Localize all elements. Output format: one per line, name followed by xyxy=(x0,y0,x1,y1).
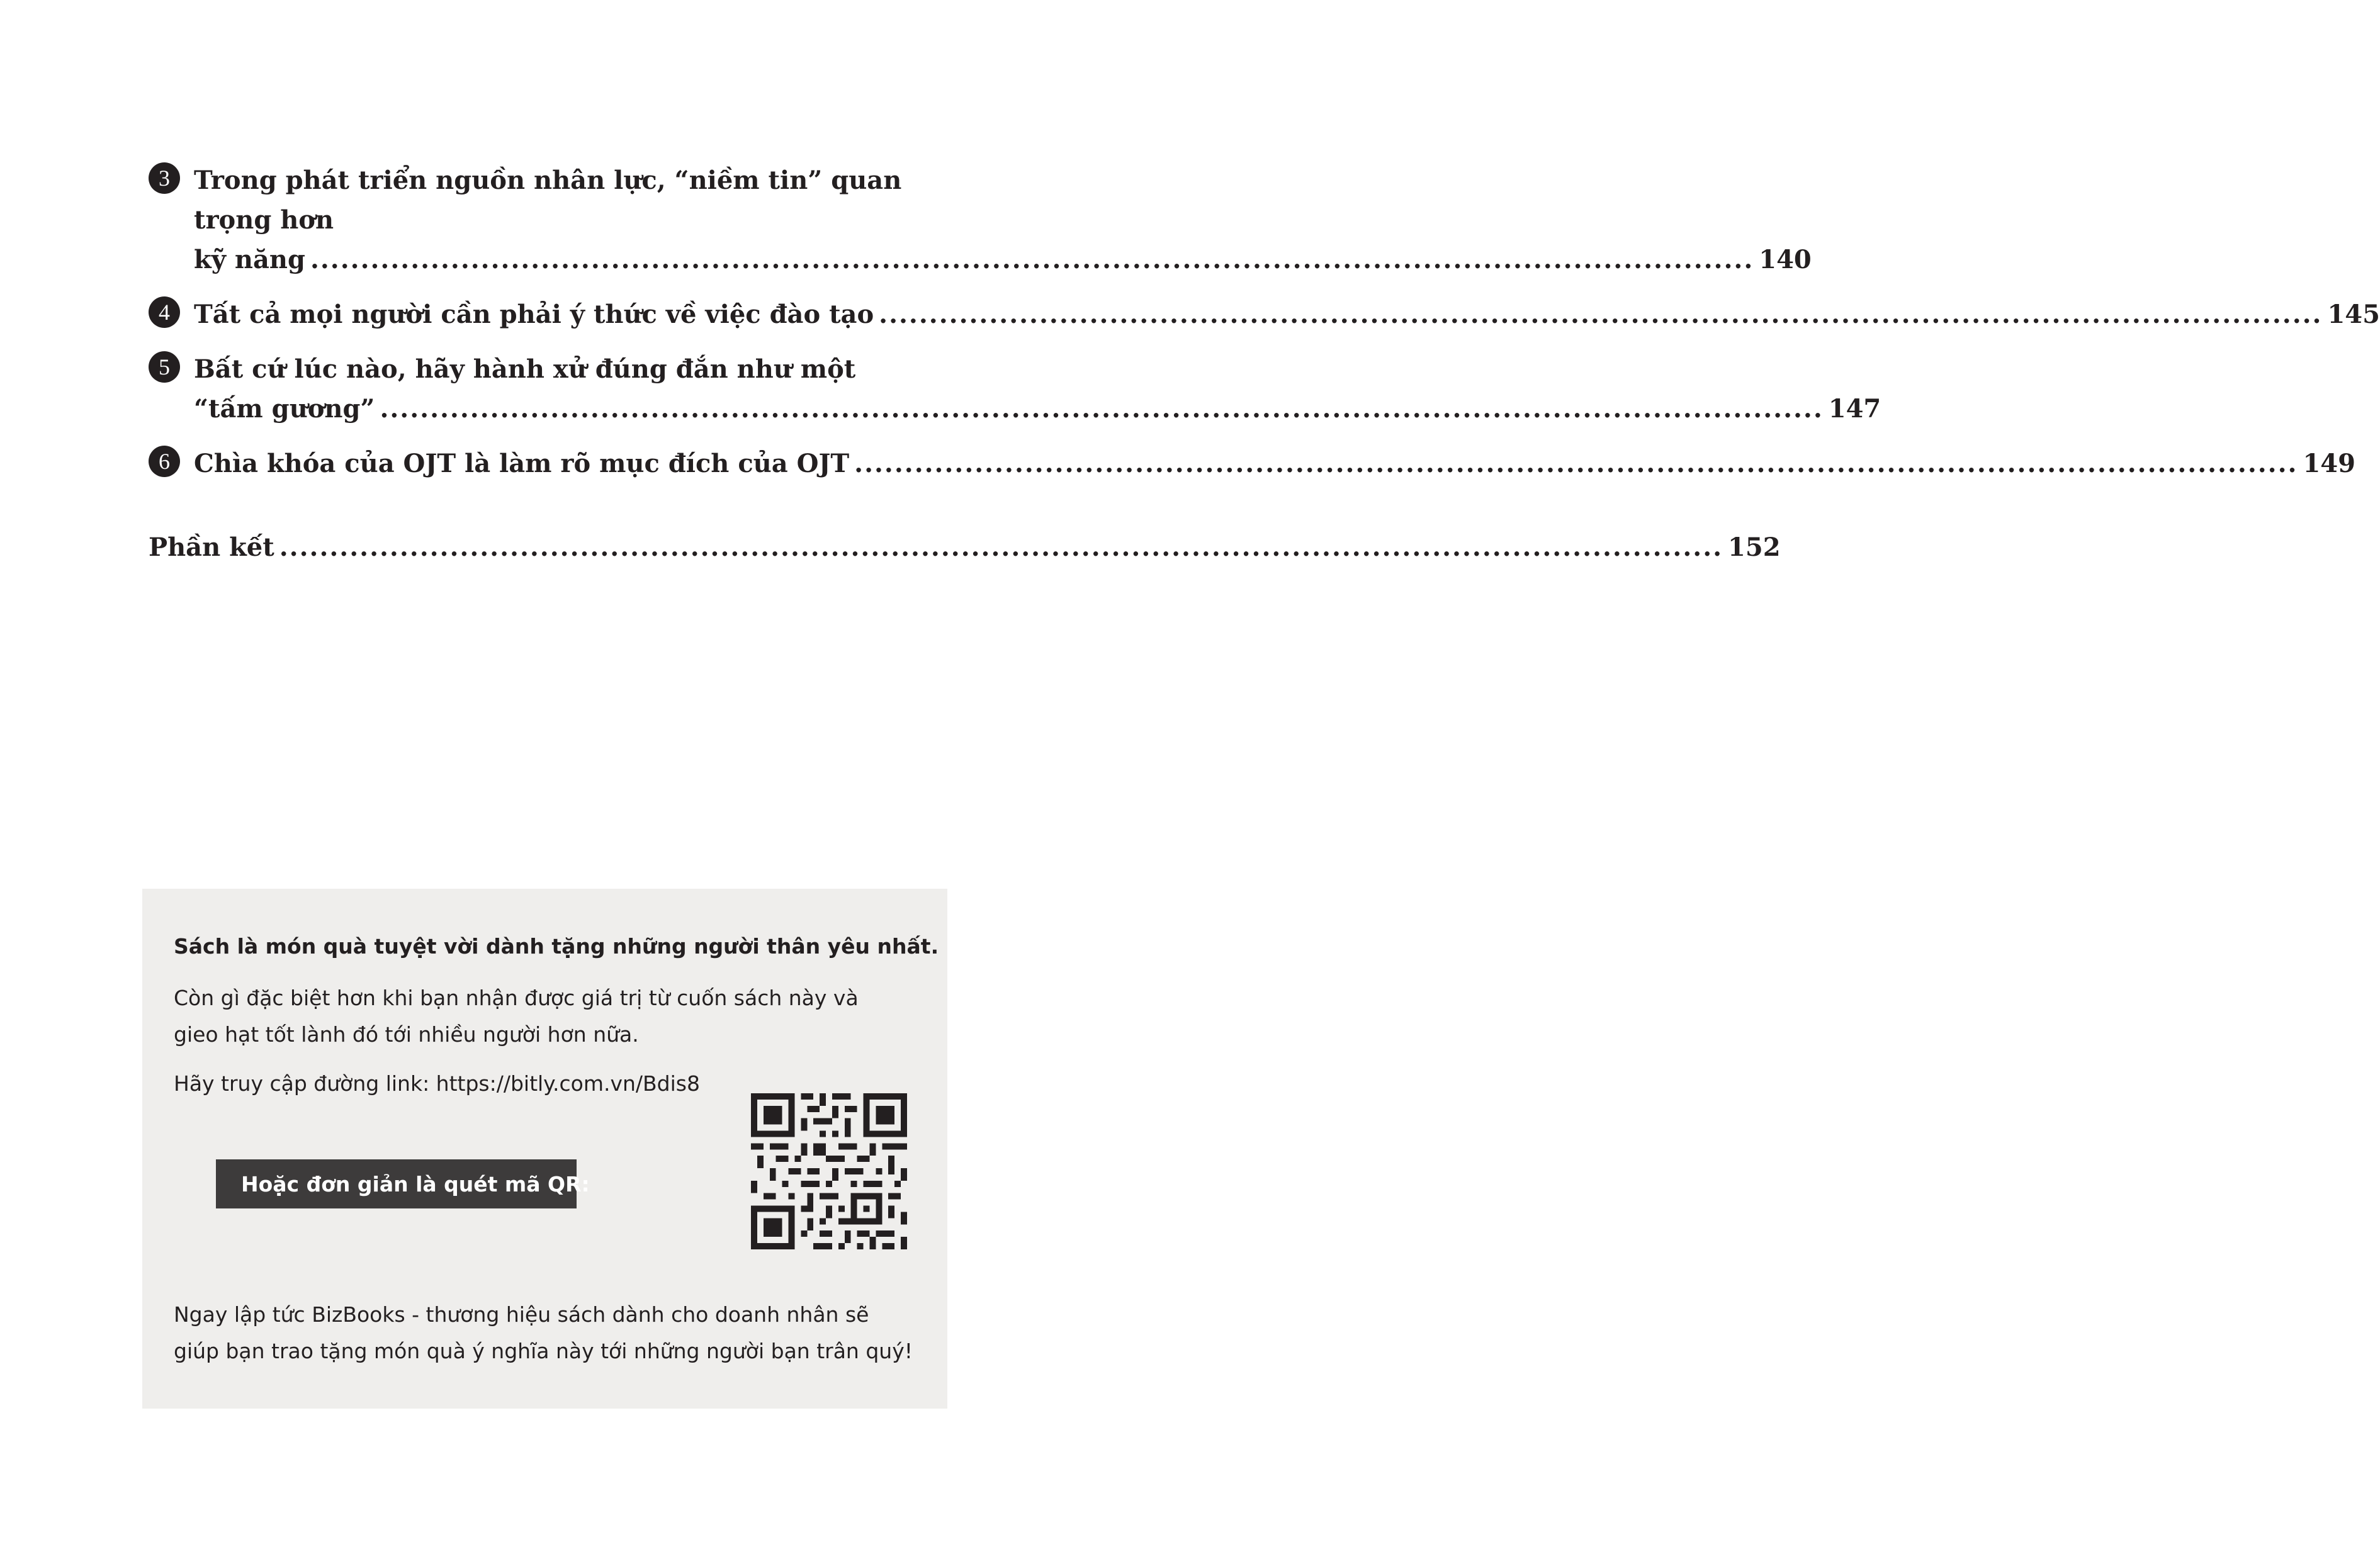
leader-dots: ................................................................................................................................................ xyxy=(310,245,1754,274)
leader-dots: ................................................................................................................................................ xyxy=(380,394,1824,424)
entry-page-number: 140 xyxy=(1759,245,1812,274)
toc-entry[interactable] xyxy=(149,295,2380,334)
entry-page-number: 149 xyxy=(2303,449,2355,478)
qr-code-icon[interactable] xyxy=(751,1093,907,1249)
entry-title: Chìa khóa của OJT là làm rõ mục đích của OJT xyxy=(194,449,850,478)
leader-dots: ................................................................................................................................................ xyxy=(279,532,1723,562)
entry-page-number: 152 xyxy=(1728,532,1781,562)
entry-title-line2: kỹ năng xyxy=(194,245,305,274)
entry-number-badge: 6 xyxy=(149,446,180,477)
gift-promo-box xyxy=(142,889,947,1409)
toc-entry[interactable] xyxy=(149,444,2355,483)
promo-body-line: gieo hạt tốt lành đó tới nhiều người hơn nữa. xyxy=(174,1022,639,1047)
entry-title-line1: Trong phát triển nguồn nhân lực, “niềm tin” quan trọng hơn xyxy=(194,166,902,235)
entry-title: Tất cả mọi người cần phải ý thức về việc đào tạo xyxy=(194,300,874,329)
entry-number-badge: 4 xyxy=(149,296,180,328)
promo-link[interactable]: Hãy truy cập đường link: https://bitly.com.vn/Bdis8 xyxy=(174,1071,700,1096)
entry-title-line1: Bất cứ lúc nào, hãy hành xử đúng đắn như một xyxy=(194,354,856,384)
entry-number-badge: 5 xyxy=(149,351,180,383)
promo-footer-line: giúp bạn trao tặng món quà ý nghĩa này tới những người bạn trân quý! xyxy=(174,1339,913,1363)
entry-title: Phần kết xyxy=(149,532,274,562)
entry-page-number: 147 xyxy=(1828,394,1881,424)
toc-entry[interactable] xyxy=(149,349,1881,429)
promo-body xyxy=(174,980,916,1053)
toc-entry-conclusion[interactable] xyxy=(149,527,1781,567)
table-of-contents xyxy=(149,160,2380,582)
promo-footer-line: Ngay lập tức BizBooks - thương hiệu sách dành cho doanh nhân sẽ xyxy=(174,1302,869,1327)
qr-label: Hoặc đơn giản là quét mã QR: xyxy=(216,1159,577,1208)
entry-page-number: 145 xyxy=(2327,300,2380,329)
entry-number-badge: 3 xyxy=(149,162,180,194)
promo-headline: Sách là món quà tuyệt vời dành tặng những người thân yêu nhất. xyxy=(174,934,939,959)
leader-dots: ................................................................................................................................................ xyxy=(879,300,2323,329)
toc-entry[interactable] xyxy=(149,160,1812,279)
entry-title-line2: “tấm gương” xyxy=(194,394,375,424)
leader-dots: ................................................................................................................................................ xyxy=(854,449,2298,478)
promo-body-line: Còn gì đặc biệt hơn khi bạn nhận được giá trị từ cuốn sách này và xyxy=(174,986,859,1010)
promo-footer xyxy=(174,1297,935,1370)
